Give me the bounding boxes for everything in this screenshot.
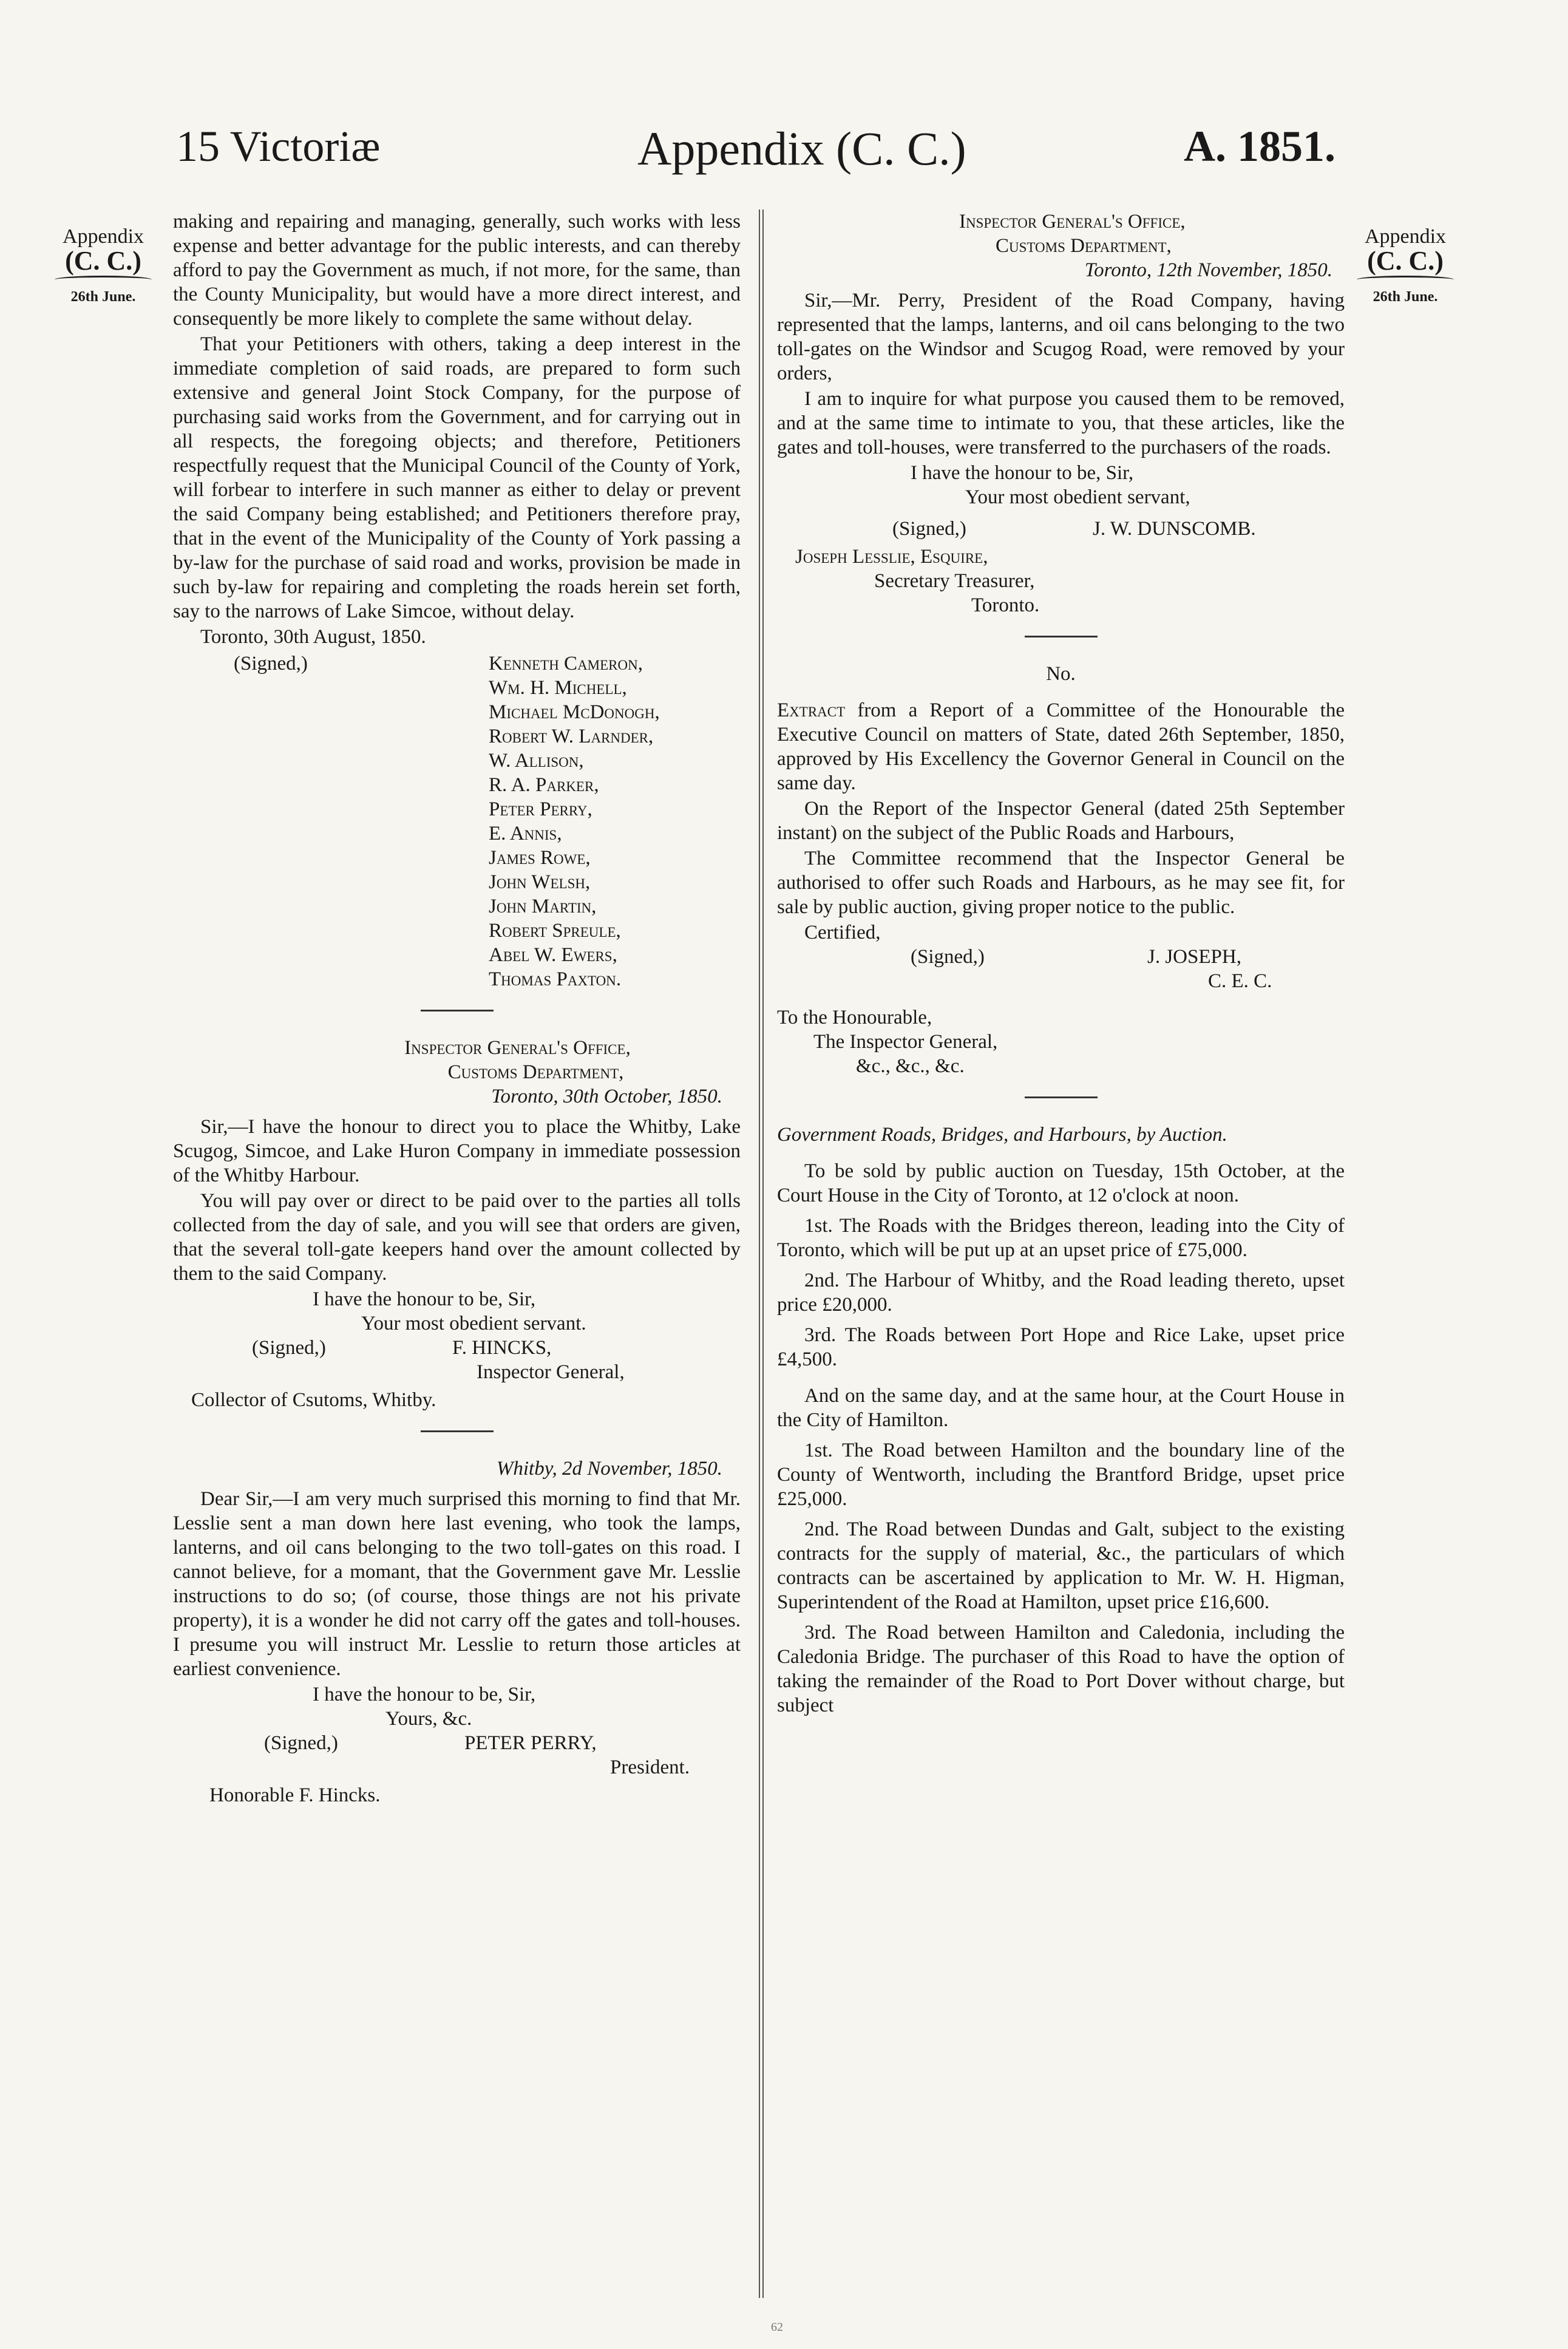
petition-dateline: Toronto, 30th August, 1850. bbox=[200, 626, 426, 648]
signatory: R. A. Parker, bbox=[489, 774, 599, 796]
extract-recipient: The Inspector General, bbox=[813, 1031, 998, 1053]
letter-paragraph: You will pay over or direct to be paid over to the parties all tolls collected from the day of sale, and you will see that orders are given, that the several toll-gate keepers hand over the amount collected by them to the said Company. bbox=[173, 1190, 741, 1285]
addressee-name: Joseph Lesslie, Esquire, bbox=[795, 546, 988, 568]
letter-closing: I have the honour to be, Sir, bbox=[911, 462, 1134, 484]
margin-code: (C. C.) bbox=[65, 246, 141, 276]
signatory: John Martin, bbox=[489, 896, 597, 917]
margin-date: 26th June. bbox=[1373, 289, 1438, 305]
petition-signatures bbox=[173, 651, 741, 991]
extract-recipient: To the Honourable, bbox=[777, 1007, 932, 1028]
signatory: E. Annis, bbox=[489, 823, 562, 845]
brace-icon bbox=[55, 276, 152, 284]
letter-paragraph: Sir,—I have the honour to direct you to place the Whitby, Lake Scugog, Simcoe, and Lake Huron Company in immediate possession of the Whitby Harbour. bbox=[173, 1116, 741, 1186]
letter-place-date: Whitby, 2d November, 1850. bbox=[496, 1458, 722, 1480]
letter-closing: Your most obedient servant. bbox=[361, 1313, 586, 1334]
auction-item: 1st. The Roads with the Bridges thereon, leading into the City of Toronto, which will be put up at an upset price of £75,000. bbox=[777, 1215, 1345, 1261]
section-separator bbox=[1025, 636, 1098, 637]
signatory: James Rowe, bbox=[489, 847, 591, 869]
letter-office: Inspector General's Office, bbox=[959, 211, 1186, 233]
letter-place-date: Toronto, 12th November, 1850. bbox=[1084, 259, 1332, 281]
letter-signature bbox=[173, 1731, 741, 1755]
margin-date: 26th June. bbox=[70, 289, 136, 305]
header-year: A. 1851. bbox=[1184, 122, 1336, 171]
header-regnal-year: 15 Victoriæ bbox=[176, 122, 381, 171]
letter-department: Customs Department, bbox=[996, 235, 1172, 257]
extract-paragraph: On the Report of the Inspector General (dated 25th September instant) on the subject of the Public Roads and Harbours, bbox=[777, 798, 1345, 844]
signer-name: J. JOSEPH, bbox=[1147, 946, 1241, 968]
margin-code: (C. C.) bbox=[1367, 246, 1444, 276]
auction-heading: Government Roads, Bridges, and Harbours, by Auction. bbox=[777, 1124, 1227, 1146]
brace-icon bbox=[1357, 276, 1454, 284]
page-footer-number: 62 bbox=[771, 2320, 783, 2334]
auction-item: 1st. The Road between Hamilton and the boundary line of the County of Wentworth, including the Brantford Bridge, upset price £25,000. bbox=[777, 1440, 1345, 1510]
letter-closing: Your most obedient servant, bbox=[965, 486, 1190, 508]
extract-signature bbox=[777, 945, 1345, 969]
addressee-title: Secretary Treasurer, bbox=[874, 570, 1035, 592]
margin-label: Appendix bbox=[1364, 225, 1447, 248]
margin-note-right bbox=[1345, 225, 1466, 309]
section-separator bbox=[1025, 1096, 1098, 1098]
signer-title: C. E. C. bbox=[1208, 970, 1272, 992]
signatory: Peter Perry, bbox=[489, 798, 592, 820]
auction-paragraph: And on the same day, and at the same hour, at the Court House in the City of Hamilton. bbox=[777, 1385, 1345, 1431]
letter-signature bbox=[777, 517, 1345, 541]
column-divider bbox=[762, 209, 764, 2298]
section-separator bbox=[421, 1010, 494, 1011]
auction-item: 3rd. The Roads between Port Hope and Rice Lake, upset price £4,500. bbox=[777, 1324, 1345, 1370]
margin-label: Appendix bbox=[62, 225, 144, 248]
letter-signature bbox=[173, 1336, 741, 1360]
signatory: Thomas Paxton. bbox=[489, 968, 622, 990]
petition-paragraph: making and repairing and managing, generally, such works with less expense and better advantage for the public interests, and can thereby afford to pay the Government as much, if not more, for the same, than the County Municipality, but would have a more direct interest, and consequently be more likely to complete the same without delay. bbox=[173, 211, 741, 330]
extract-lead: Extract bbox=[777, 699, 846, 721]
letter-department: Customs Department, bbox=[447, 1061, 624, 1083]
signatory: Michael McDonogh, bbox=[489, 701, 660, 723]
signer-title: President. bbox=[610, 1756, 690, 1778]
signer-name: PETER PERRY, bbox=[464, 1732, 597, 1754]
letter-closing: I have the honour to be, Sir, bbox=[313, 1288, 536, 1310]
letter-place-date: Toronto, 30th October, 1850. bbox=[491, 1086, 722, 1107]
signatory: Kenneth Cameron, bbox=[489, 653, 643, 675]
extract-heading bbox=[777, 698, 1345, 795]
section-separator bbox=[421, 1430, 494, 1432]
extract-text: from a Report of a Committee of the Honourable the Executive Council on matters of State, dated 26th September, 1850, approved by His Excellency the Governor General in Council on the same day. bbox=[777, 699, 1345, 794]
signatory: Robert Spreule, bbox=[489, 920, 621, 942]
signer-name: J. W. DUNSCOMB. bbox=[1093, 518, 1256, 540]
letter-address-block bbox=[777, 545, 1345, 617]
letter-office: Inspector General's Office, bbox=[404, 1037, 631, 1059]
signatory: W. Allison, bbox=[489, 750, 584, 772]
signer-title: Inspector General, bbox=[477, 1361, 625, 1383]
signatory-list bbox=[489, 651, 741, 991]
signatory: John Welsh, bbox=[489, 871, 591, 893]
signer-name: F. HINCKS, bbox=[452, 1337, 552, 1359]
auction-item: 2nd. The Road between Dundas and Galt, subject to the existing contracts for the supply of material, &c., the particulars of which contracts can be ascertained by application to Mr. W. H. Higman, Superintendent of the Road at Hamilton, upset price £16,600. bbox=[777, 1518, 1345, 1613]
margin-note-left bbox=[42, 225, 164, 309]
signatory: Wm. H. Michell, bbox=[489, 677, 627, 699]
signatory: Robert W. Larnder, bbox=[489, 726, 654, 747]
signed-label: (Signed,) bbox=[234, 653, 308, 675]
document-number: No. bbox=[1046, 663, 1076, 685]
signed-label: (Signed,) bbox=[911, 946, 985, 968]
page-header bbox=[176, 121, 1336, 188]
letter-paragraph: I am to inquire for what purpose you caused them to be removed, and at the same time to intimate to you, that these articles, like the gates and toll-houses, were transferred to the purchasers of the roads. bbox=[777, 388, 1345, 458]
letter-closing: I have the honour to be, Sir, bbox=[313, 1684, 536, 1705]
letter-paragraph: Sir,—Mr. Perry, President of the Road Company, having represented that the lamps, lanterns, and oil cans belonging to the two toll-gates on the Windsor and Scugog Road, were removed by your orders, bbox=[777, 290, 1345, 384]
letter-addressee: Honorable F. Hincks. bbox=[209, 1784, 381, 1806]
letter-paragraph: Dear Sir,—I am very much surprised this morning to find that Mr. Lesslie sent a man down here last evening, who took the lamps, lanterns, and oil cans belonging to the two toll-gates on this road. I cannot believe, for a momant, that the Government gave Mr. Lesslie instructions to do so; (of course, those things are not his private property), it is a wonder he did not carry off the gates and toll-houses. I presume you will instruct Mr. Lesslie to return those articles at earliest convenience. bbox=[173, 1488, 741, 1680]
left-column bbox=[173, 209, 741, 1807]
signatory: Abel W. Ewers, bbox=[489, 944, 617, 966]
signed-label: (Signed,) bbox=[252, 1337, 326, 1359]
auction-item: 2nd. The Harbour of Whitby, and the Road leading thereto, upset price £20,000. bbox=[777, 1270, 1345, 1316]
header-appendix: Appendix (C. C.) bbox=[637, 122, 966, 175]
letter-addressee: Collector of Csutoms, Whitby. bbox=[191, 1389, 436, 1411]
letter-closing: Yours, &c. bbox=[385, 1708, 472, 1730]
signed-label: (Signed,) bbox=[264, 1732, 338, 1754]
column-divider bbox=[759, 209, 760, 2298]
extract-recipient: &c., &c., &c. bbox=[856, 1055, 965, 1077]
certified-label: Certified, bbox=[804, 922, 881, 943]
auction-paragraph: To be sold by public auction on Tuesday, 15th October, at the Court House in the City of Toronto, at 12 o'clock at noon. bbox=[777, 1160, 1345, 1206]
signed-label: (Signed,) bbox=[892, 518, 966, 540]
addressee-place: Toronto. bbox=[971, 594, 1040, 616]
auction-item: 3rd. The Road between Hamilton and Caledonia, including the Caledonia Bridge. The purchaser of this Road to have the option of taking the remainder of the Road to Port Dover without charge, but subject bbox=[777, 1622, 1345, 1716]
extract-paragraph: The Committee recommend that the Inspector General be authorised to offer such Roads and Harbours, as he may see fit, for sale by public auction, giving proper notice to the public. bbox=[777, 848, 1345, 918]
right-column bbox=[777, 209, 1345, 1719]
petition-paragraph: That your Petitioners with others, taking a deep interest in the immediate completion of said roads, are prepared to form such extensive and general Joint Stock Company, for the purpose of purchasing said works from the Government, and for carrying out in all respects, the foregoing objects; and therefore, Petitioners respectfully request that the Municipal Council of the County of York, will forbear to interfere in such manner as either to delay or prevent the said Company being established; and Petitioners therefore pray, that in the event of the Municipality of the County of York passing a by-law for the purchase of said road and works, provision be made in such by-law for repairing and completing the roads herein set forth, say to the narrows of Lake Simcoe, without delay. bbox=[173, 333, 741, 622]
